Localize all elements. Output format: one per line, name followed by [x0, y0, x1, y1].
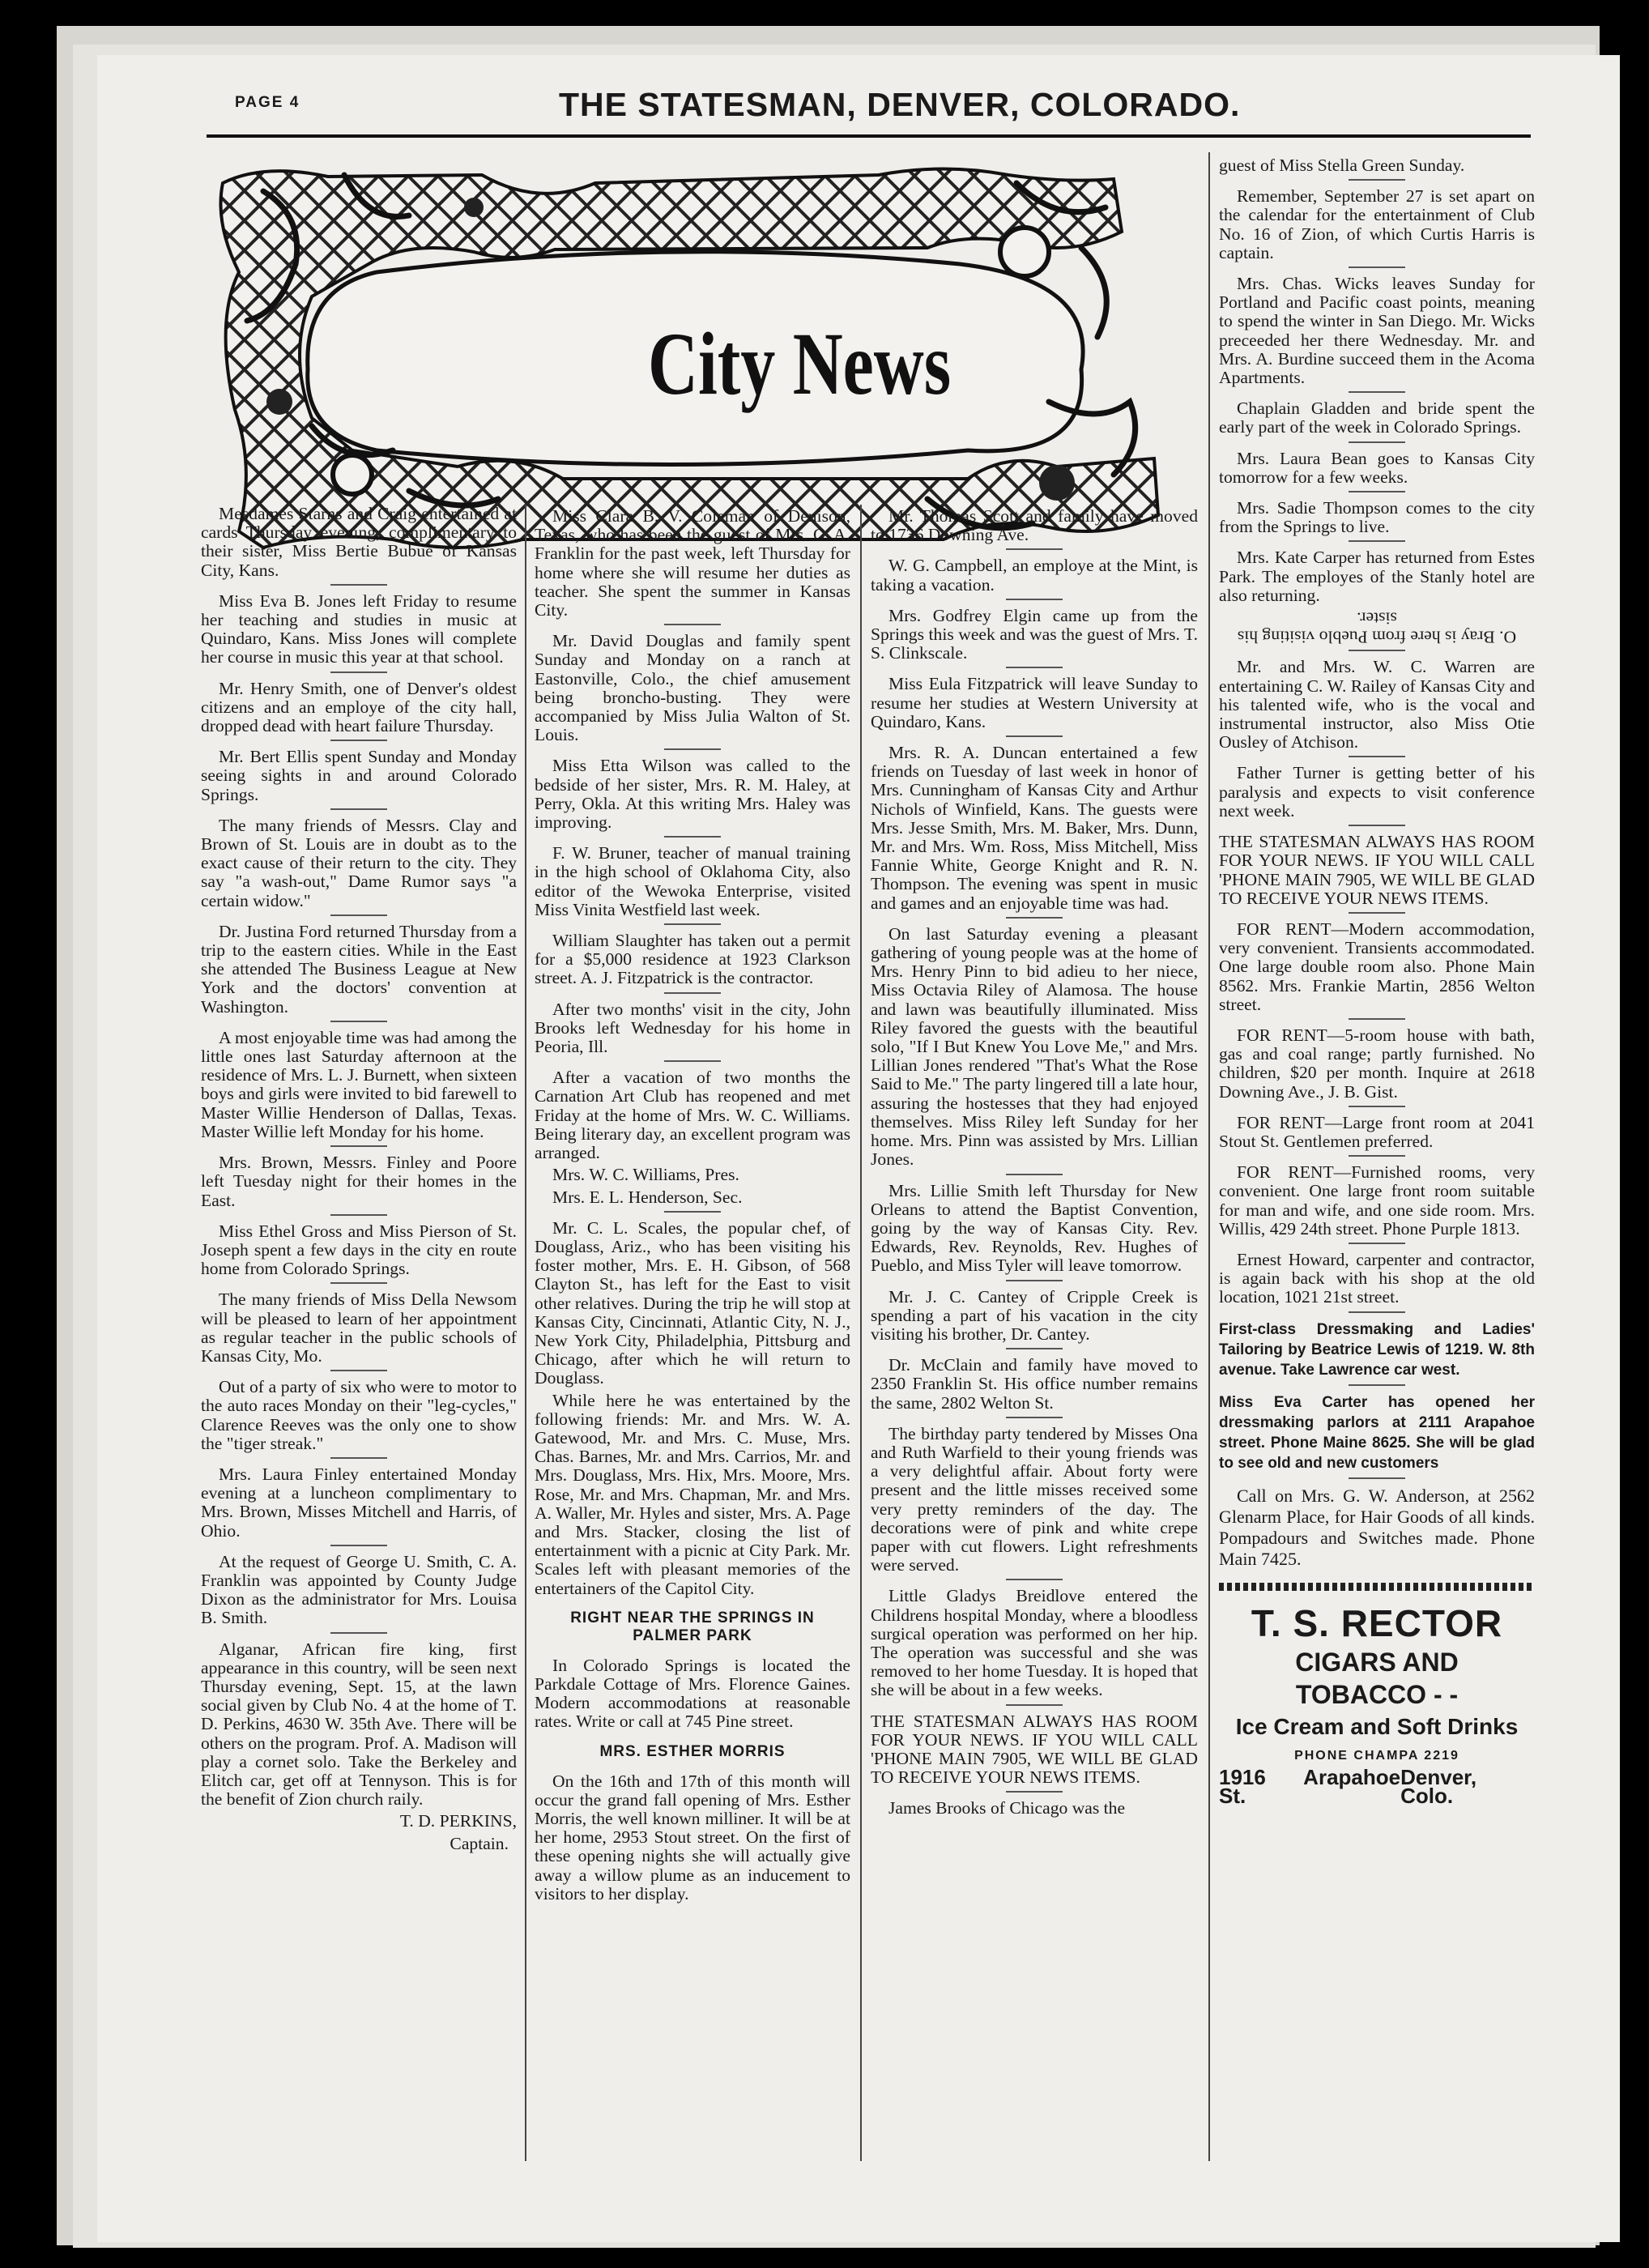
separator [330, 1370, 387, 1371]
rent-ad: FOR RENT—Furnished rooms, very convenient. One large front room suitable for man and wife, and one side room. Mrs. Willis, 429 24th street. Phone Purple 1813. [1219, 1162, 1535, 1238]
paper-title: THE STATESMAN, DENVER, COLORADO. [559, 86, 1241, 123]
column-2 [535, 507, 850, 1907]
rector-city: Denver, Colo. [1400, 1764, 1477, 1808]
separator [330, 808, 387, 810]
separator [330, 671, 387, 673]
dressmaking-ad: First-class Dressmaking and Ladies' Tailoring by Beatrice Lewis of 1219. W. 8th avenue. Take Lawrence car west. [1219, 1320, 1535, 1379]
separator [330, 584, 387, 586]
rector-street: 1916 Arapahoe St. [1219, 1764, 1401, 1808]
news-item: Miss Ethel Gross and Miss Pierson of St. Joseph spent a few days in the city en route home from Colorado Springs. [201, 1221, 517, 1279]
news-item: Ernest Howard, carpenter and contractor, is again back with his shop at the old location, 1021 21st street. [1219, 1249, 1535, 1307]
news-item: Dr. Justina Ford returned Thursday from a trip to the eastern cities. While in the East she attended The Business League at New York and the doctors' convention at Washington. [201, 921, 517, 1017]
separator [1006, 1704, 1063, 1706]
signature-name: T. D. PERKINS, [399, 1811, 517, 1831]
news-item: Mr. C. L. Scales, the popular chef, of Douglass, Ariz., who has been visiting his foster mother, Mrs. E. H. Gibson, of 568 Clayton St., has left for the East to visit other relatives. During the trip he will stop at Kansas City, Cincinnati, Atlantic City, N. J., New York City, Philadelphia, Pittsburg and Chicago, after which he will return to Douglass. [535, 1217, 850, 1388]
news-item: Mrs. Laura Bean goes to Kansas City tomorrow for a few weeks. [1219, 448, 1535, 487]
dressmaking-ad: Miss Eva Carter has opened her dressmaking parlors at 2111 Arapahoe street. Phone Maine 8625. She will be glad to see old and new customers [1219, 1393, 1535, 1472]
news-item: Father Turner is getting better of his paralysis and expects to visit conference next week. [1219, 763, 1535, 821]
rent-ad: FOR RENT—5-room house with bath, gas and coal range; partly furnished. No children, $20 per month. Inquire at 2618 Downing Ave., J. B. Gist. [1219, 1025, 1535, 1102]
separator [1006, 1417, 1063, 1418]
separator [1006, 1791, 1063, 1793]
separator [1349, 650, 1405, 651]
news-item: Little Gladys Breidlove entered the Childrens hospital Monday, where a bloodless surgical operation was performed on her hip. The operation was successful and she was removed to her home Tuesday. It is hoped that she will be about in a few weeks. [871, 1586, 1198, 1700]
news-item: Mrs. Chas. Wicks leaves Sunday for Portland and Pacific coast points, meaning to spend the winter in San Diego. Mr. Wicks preceeded her there Wednesday. Mr. and Mrs. A. Burdine succeed them in the Acoma Apartments. [1219, 274, 1535, 388]
separator [1349, 179, 1405, 181]
separator [1349, 1243, 1405, 1244]
news-item: Mrs. Kate Carper has returned from Estes Park. The employes of the Stanly hotel are also returning. [1219, 548, 1535, 605]
separator [664, 923, 721, 925]
news-item: Mrs. Godfrey Elgin came up from the Springs this week and was the guest of Mrs. T. S. Clinkscale. [871, 605, 1198, 663]
separator [1349, 756, 1405, 757]
separator [664, 1211, 721, 1213]
separator [330, 1282, 387, 1284]
news-item: Out of a party of six who were to motor to the auto races Monday on their "leg-cycles," Clarence Reeves was the only one to show the "tiger streak." [201, 1377, 517, 1453]
separator [1349, 1311, 1405, 1313]
news-item: Chaplain Gladden and bride spent the early part of the week in Colorado Springs. [1219, 399, 1535, 437]
news-item: James Brooks of Chicago was the [888, 1798, 1126, 1818]
rent-ad: FOR RENT—Large front room at 2041 Stout St. Gentlemen preferred. [1219, 1112, 1535, 1151]
news-item: Mr. David Douglas and family spent Sunday and Monday on a ranch at Eastonville, Colo., the chief amusement being broncho-busting. They were accompanied by Miss Julia Walton of St. Louis. [535, 631, 850, 745]
separator [1006, 1348, 1063, 1349]
separator [664, 748, 721, 750]
news-item: The many friends of Messrs. Clay and Brown of St. Louis are in doubt as to the exact cause of their return to the city. They say "a wash-out," Dame Rumor says "a certain widow." [201, 815, 517, 910]
news-item: Remember, September 27 is set apart on the calendar for the entertainment of Club No. 16 of Zion, of which Curtis Harris is captain. [1219, 186, 1535, 262]
news-item: Alganar, African fire king, first appearance in this country, will be seen next Thursday evening, Sept. 15, at the lawn social given by Club No. 4 at the home of T. D. Perkins, 4630 W. 35th Ave. There will be others on the program. Prof. A. Madison will play a cornet solo. Take the Berkeley and Elitch car, get off at Tennyson. This is for the benefit of Zion church raily. [201, 1639, 517, 1810]
news-item: Mr. J. C. Cantey of Cripple Creek is spending a part of his vacation in the city visiting his brother, Dr. Cantey. [871, 1286, 1198, 1344]
news-item: Miss Clara B. V. Coleman of Denison, Texas, who has been the guest of Mrs. C. A. Franklin for the past week, left Thursday for home where she will resume her duties as teacher. She spent the summer in Kansas City. [535, 506, 850, 620]
column-4 [1219, 156, 1535, 1808]
separator [664, 624, 721, 625]
separator [1349, 1018, 1405, 1020]
rent-ad: FOR RENT—Modern accommodation, very convenient. Transients accommodated. One large double room also. Phone Main 8562. Mrs. Frankie Martin, 2856 Welton street. [1219, 919, 1535, 1014]
separator [330, 914, 387, 916]
upside-down-text: O. Bray is here from Pueblo visiting his sister. [1237, 608, 1517, 647]
news-item: Mrs. Laura Finley entertained Monday evening at a luncheon complimentary to Mrs. Brown, Misses Mitchell and Harris, of Ohio. [201, 1464, 517, 1541]
news-item: Mr. Bert Ellis spent Sunday and Monday seeing sights in and around Colorado Springs. [201, 747, 517, 804]
club-secretary: Mrs. E. L. Henderson, Sec. [552, 1187, 743, 1207]
news-item: After a vacation of two months the Carnation Art Club has reopened and met Friday at the home of Mrs. W. C. Williams. Being literary day, an excellent program was arranged. [535, 1068, 850, 1163]
separator [1349, 1155, 1405, 1157]
rector-line: TOBACCO - - [1295, 1679, 1459, 1709]
separator [330, 740, 387, 741]
club-president: Mrs. W. C. Williams, Pres. [552, 1165, 739, 1185]
separator [1349, 391, 1405, 393]
separator [664, 1060, 721, 1062]
column-rule [525, 505, 526, 2161]
news-item: Miss Eula Fitzpatrick will leave Sunday to resume her studies at Western University at Quindaro, Kans. [871, 674, 1198, 731]
news-item: Mrs. Lillie Smith left Thursday for New Orleans to attend the Baptist Convention, going by the way of Kansas City. Rev. Edwards, Rev. Reynolds, Rev. Hughes of Pueblo, and Miss Tyler will leave tomorrow. [871, 1180, 1198, 1276]
news-item: Miss Etta Wilson was called to the bedside of her sister, Mrs. R. M. Haley, at Perry, Okla. At this writing Mrs. Haley was improving. [535, 756, 850, 833]
news-item: In Colorado Springs is located the Parkdale Cottage of Mrs. Florence Gaines. Modern accommodations at reasonable rates. Write or call at 745 Pine street. [535, 1655, 850, 1732]
news-notice: THE STATESMAN ALWAYS HAS ROOM FOR YOUR NEWS. IF YOU WILL CALL 'PHONE MAIN 7905, WE WILL BE GLAD TO RECEIVE YOUR NEWS ITEMS. [1219, 832, 1535, 908]
separator [1006, 1579, 1063, 1580]
news-item: The many friends of Miss Della Newsom will be pleased to learn of her appointment as regular teacher in the public schools of Kansas City, Mo. [201, 1290, 517, 1366]
separator [1006, 599, 1063, 600]
separator [330, 1214, 387, 1216]
masthead [97, 71, 1620, 136]
masthead-rule [207, 134, 1531, 138]
news-notice: THE STATESMAN ALWAYS HAS ROOM FOR YOUR NEWS. IF YOU WILL CALL 'PHONE MAIN 7905, WE WILL BE GLAD TO RECEIVE YOUR NEWS ITEMS. [871, 1711, 1198, 1788]
rector-phone: PHONE CHAMPA 2219 [1294, 1748, 1459, 1763]
signature-title: Captain. [450, 1833, 509, 1853]
news-item: Miss Eva B. Jones left Friday to resume her teaching and studies in music at Quindaro, Kans. Miss Jones will complete her course in music this year at that school. [201, 590, 517, 667]
section-heading: RIGHT NEAR THE SPRINGS IN PALMER PARK [570, 1609, 815, 1644]
news-item: After two months' visit in the city, John Brooks left Wednesday for his home in Peoria, Ill. [535, 999, 850, 1057]
news-item: Mesdames Starns and Craig entertained at cards Thursday evening, complimentary to their sister, Miss Bertie Bubue of Kansas City, Kans. [201, 504, 517, 580]
separator [1349, 266, 1405, 268]
separator [330, 1145, 387, 1147]
news-item: William Slaughter has taken out a permit for a $5,000 residence at 1923 Clarkson street. A. J. Fitzpatrick is the contractor. [535, 931, 850, 988]
separator [330, 1021, 387, 1022]
separator [330, 1545, 387, 1546]
hair-goods-ad: Call on Mrs. G. W. Anderson, at 2562 Glenarm Place, for Hair Goods of all kinds. Pompadours and Switches made. Phone Main 7425. [1219, 1485, 1535, 1569]
news-item: Mr. Thomas Scott and family have moved to 1736 Downing Ave. [871, 506, 1198, 545]
section-heading: MRS. ESTHER MORRIS [599, 1742, 786, 1760]
column-3 [871, 507, 1198, 1822]
separator [1349, 825, 1405, 826]
news-item: Dr. McClain and family have moved to 2350 Franklin St. His office number remains the same, 2802 Welton St. [871, 1355, 1198, 1413]
news-item: Mrs. Sadie Thompson comes to the city from the Springs to live. [1219, 498, 1535, 537]
news-item: A most enjoyable time was had among the little ones last Saturday afternoon at the residence of Mrs. L. J. Burnett, when sixteen boys and girls were invited to bid farewell to Master Willie Henderson of Dallas, Texas. Master Willie left Monday for his home. [201, 1027, 517, 1141]
news-item: On the 16th and 17th of this month will occur the grand fall opening of Mrs. Esther Morris, the well known milliner. It will be at her home, 2953 Stout street. On the first of these opening nights she will actually give away a willow plume as an inducement to visitors to her display. [535, 1771, 850, 1904]
page-number: PAGE 4 [235, 94, 300, 111]
news-item: Mrs. R. A. Duncan entertained a few friends on Tuesday of last week in honor of Mrs. Cunningham of Kansas City and Arthur Nichols of Winfield, Kans. The guests were Mrs. Jesse Smith, Mrs. M. Baker, Mrs. Dunn, Mr. and Mrs. Wm. Ross, Miss Mitchell, Miss Fannie White, George Knight and R. N. Thompson. The evening was spent in music and games and an enjoyable time was had. [871, 743, 1198, 913]
column-1 [201, 505, 517, 1857]
separator [1006, 917, 1063, 919]
rector-ad [1219, 1583, 1535, 1806]
upside-down-item [1219, 608, 1535, 646]
separator [1349, 540, 1405, 542]
news-item: While here he was entertained by the following friends: Mr. and Mrs. W. A. Gatewood, Mr. and Mrs. C. Muse, Mrs. Chas. Barnes, Mr. and Mrs. Carrios, Mr. and Mrs. Douglass, Mrs. Hix, Mrs. Moore, Mrs. Rose, Mr. and Mrs. Chapman, Mr. and Mrs. A. Waller, Mr. Hyles and sister, Mrs. A. Page and Mrs. Stacker, closing the list of entertainment with a picnic at City Park. Mr. Scales left with pleasant memories of the entertainers of the Capitol City. [535, 1390, 850, 1598]
news-item: Mrs. Brown, Messrs. Finley and Poore left Tuesday night for their homes in the East. [201, 1153, 517, 1210]
news-item: The birthday party tendered by Misses Ona and Ruth Warfield to their young friends was a very delightful affair. About forty were present and the little misses received some very pretty reminders of the day. The decorations were of pink and white crepe paper with cut flowers. Light refreshments were served. [871, 1423, 1198, 1575]
news-item: F. W. Bruner, teacher of manual training in the high school of Oklahoma City, also editor of the Wewoka Enterprise, visited Miss Vinita Westfield last week. [535, 843, 850, 919]
separator [1349, 441, 1405, 443]
separator [1349, 1477, 1405, 1479]
city-news-banner [215, 159, 1166, 564]
news-item: W. G. Campbell, an employe at the Mint, is taking a vacation. [871, 556, 1198, 595]
separator [1349, 491, 1405, 492]
column-rule [860, 505, 862, 2161]
separator [664, 992, 721, 994]
separator [1006, 1280, 1063, 1281]
separator [1006, 548, 1063, 550]
rector-line: Ice Cream and Soft Drinks [1235, 1713, 1519, 1739]
separator [1006, 735, 1063, 737]
separator [1006, 667, 1063, 668]
rector-line: CIGARS AND [1295, 1647, 1459, 1677]
decorative-border [1219, 1583, 1535, 1591]
separator [330, 1632, 387, 1634]
news-item: On last Saturday evening a pleasant gathering of young people was at the home of Mrs. Henry Pinn to bid adieu to her niece, Miss Octavia Riley of Alamosa. The house and lawn was beautifully illuminated. Miss Riley favored the guests with the beautiful solo, "If I But Knew You Love Me," and Mrs. Lillian Jones rendered "That's What the Rose Said to Me." The party lingered till a late hour, assuring the hostesses that they had enjoyed themselves. Miss Riley left Sunday for her home. Mrs. Pinn was assisted by Mrs. Lillian Jones. [871, 923, 1198, 1170]
rector-address [1219, 1764, 1535, 1808]
rector-name: T. S. RECTOR [1251, 1601, 1503, 1644]
section-title: City News [648, 314, 952, 413]
news-item: At the request of George U. Smith, C. A. Franklin was appointed by County Judge Dixon as the administrator for Mrs. Louisa B. Smith. [201, 1551, 517, 1628]
separator [1349, 1106, 1405, 1107]
separator [1006, 1174, 1063, 1175]
news-item: guest of Miss Stella Green Sunday. [1219, 156, 1465, 175]
news-item: Mr. and Mrs. W. C. Warren are entertaining C. W. Railey of Kansas City and his talented wife, who is the vocal and instrumental instructor, also Miss Otie Ousley of Atchison. [1219, 657, 1535, 752]
separator [330, 1457, 387, 1459]
newspaper-page [97, 55, 1620, 2242]
separator [1349, 1384, 1405, 1386]
separator [664, 836, 721, 838]
news-item: Mr. Henry Smith, one of Denver's oldest citizens and an employe of the city hall, dropped dead with heart failure Thursday. [201, 678, 517, 736]
separator [1349, 912, 1405, 914]
column-rule [1208, 152, 1210, 2161]
